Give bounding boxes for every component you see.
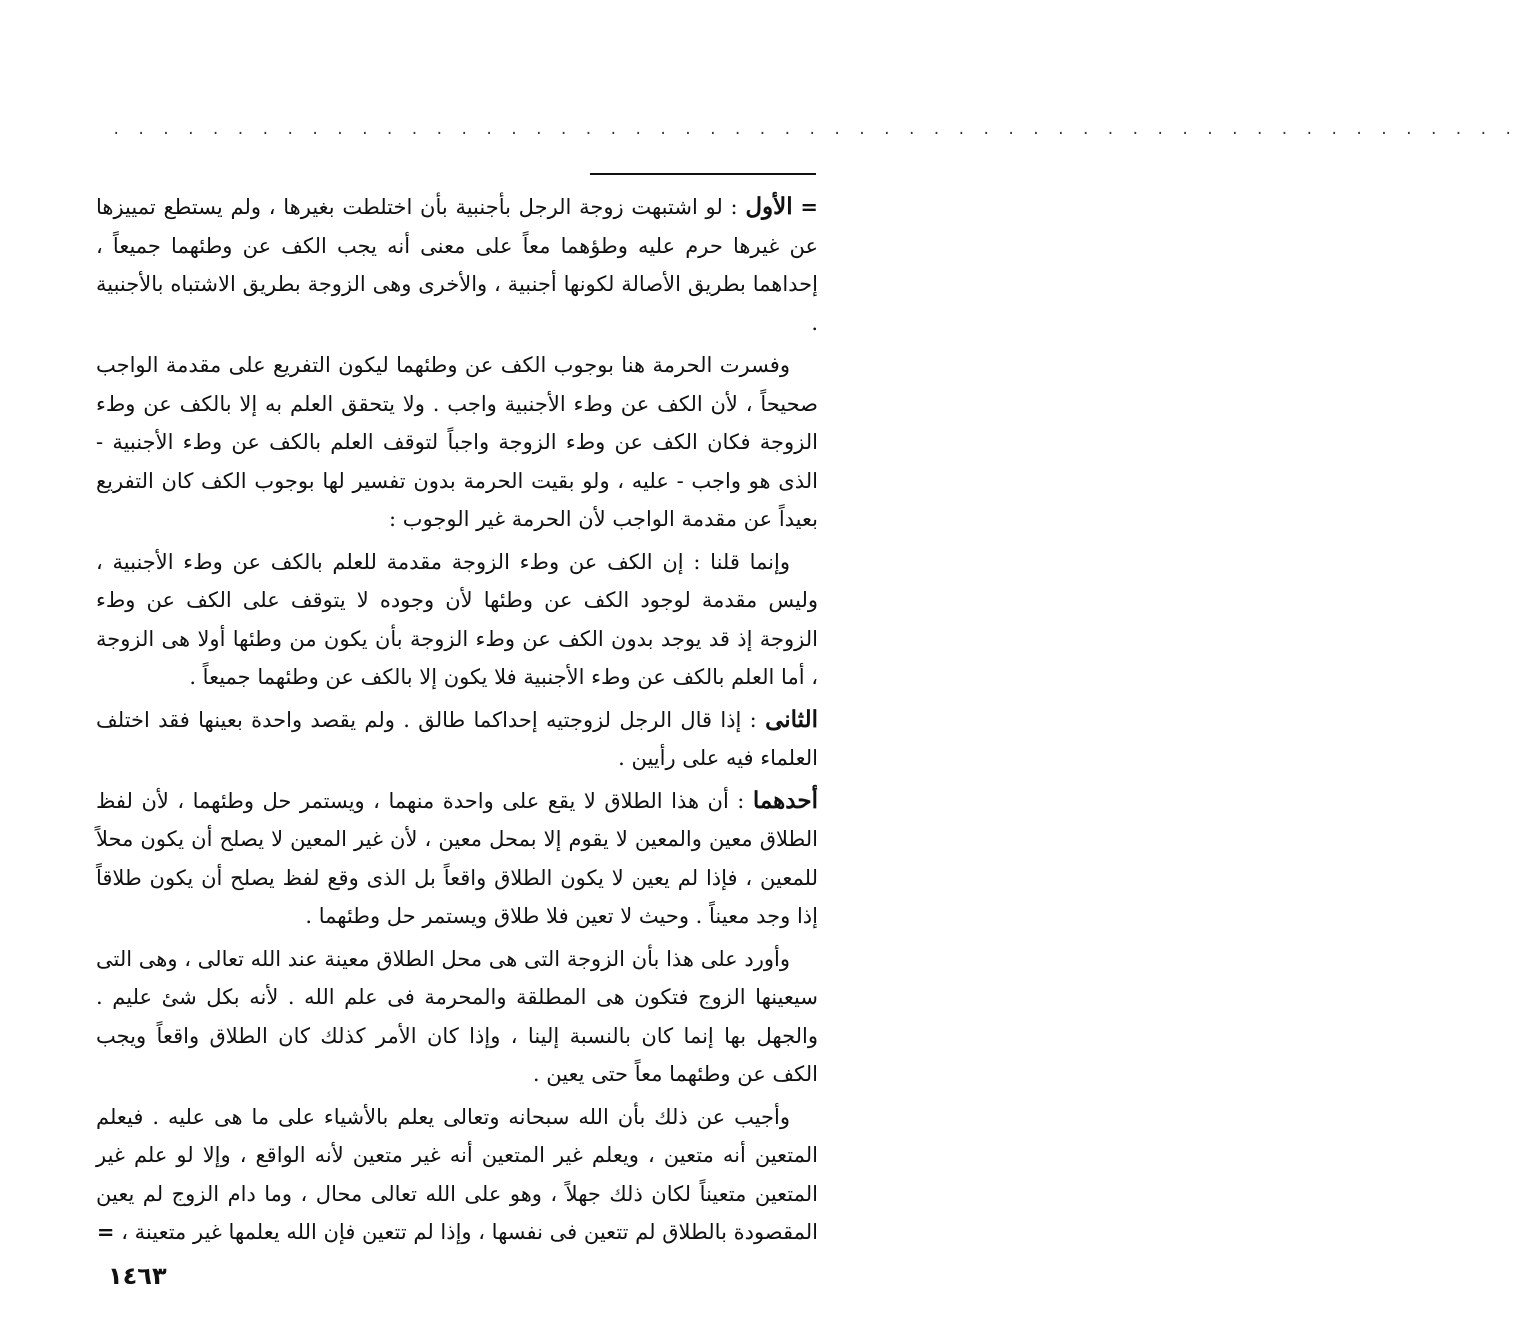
paragraph (96, 1098, 818, 1252)
paragraph-text: وأجيب عن ذلك بأن الله سبحانه وتعالى يعلم بالأشياء على ما هى عليه . فيعلم المتعين أنه متعين ، ويعلم غير المتعين أنه غير متعين لأنه الواقع ، وإلا لو علم غير المتعين متعيناً لكان ذلك جهلاً ، وهو على الله تعالى محال ، وما دام الزوج لم يعين المقصودة بالطلاق لم تتعين فى نفسها ، وإذا لم تتعين فإن الله يعلمها غير متعينة ، (96, 1104, 818, 1244)
page-number: ١٤٦٣ (108, 1262, 167, 1290)
paragraph-heading: الثانى (765, 705, 818, 733)
dotted-separator: . . . . . . . . . . . . . . . . . . . . . . . . . . . . . . . . . . . . . . . . . . . . . . . . . . . . . . . . . (112, 122, 1516, 138)
paragraph-text: : لو اشتبهت زوجة الرجل بأجنبية بأن اختلطت بغيرها ، ولم يستطع تمييزها عن غيرها حرم عليه وطؤهما معاً على معنى أنه يجب الكف عن وطئهما جميعاً ، إحداهما بطريق الأصالة لكونها أجنبية ، والأخرى وهى الزوجة بطريق الاشتباه بالأجنبية . (96, 195, 818, 335)
paragraph (96, 346, 818, 539)
continuation-mark: = (96, 1219, 115, 1244)
paragraph-text: وفسرت الحرمة هنا بوجوب الكف عن وطئهما ليكون التفريع على مقدمة الواجب صحيحاً ، لأن الكف عن وطء الأجنبية واجب . ولا يتحقق العلم به إلا بالكف عن وطء الزوجة فكان الكف عن وطء الزوجة واجباً لتوقف العلم بالكف عن وطء الأجنبية - الذى هو واجب - عليه ، ولو بقيت الحرمة بدون تفسير لها بوجوب الكف كان التفريع بعيداً عن مقدمة الواجب لأن الحرمة غير الوجوب : (96, 353, 818, 531)
paragraph-first (96, 188, 818, 342)
paragraph-opinion-one (96, 782, 818, 936)
paragraph (96, 543, 818, 697)
paragraph-text: وأورد على هذا بأن الزوجة التى هى محل الطلاق معينة عند الله تعالى ، وهى التى سيعينها الزوج فتكون هى المطلقة والمحرمة فى علم الله . لأنه بكل شئ عليم . والجهل بها إنما كان بالنسبة إلينا ، وإذا كان الأمر كذلك كان الطلاق واقعاً ويجب الكف عن وطئهما معاً حتى يعين . (96, 946, 818, 1086)
page-body (96, 188, 818, 1252)
continuation-mark: = (800, 194, 818, 219)
paragraph (96, 940, 818, 1094)
paragraph-text: وإنما قلنا : إن الكف عن وطء الزوجة مقدمة للعلم بالكف عن وطء الأجنبية ، وليس مقدمة لوجود الكف عن وطئها لأن وجوده لا يتوقف على الكف عن وطء الزوجة إذ قد يوجد بدون الكف عن وطء الزوجة بأن يكون من وطئها أولا هى الزوجة ، أما العلم بالكف عن وطء الأجنبية فلا يكون إلا بالكف عن وطئهما جميعاً . (96, 549, 818, 689)
paragraph-heading: أحدهما (752, 786, 818, 814)
paragraph-text: : أن هذا الطلاق لا يقع على واحدة منهما ، ويستمر حل وطئهما ، لأن لفظ الطلاق معين والمعين لا يقوم إلا بمحل معين ، لأن غير المعين لا يصلح أن يكون محلاً للمعين ، فإذا لم يعين لا يكون الطلاق واقعاً بل الذى وقع لفظ يصلح أن يكون طلاقاً إذا وجد معيناً . وحيث لا تعين فلا طلاق ويستمر حل وطئهما . (96, 788, 818, 928)
paragraph-heading: الأول (745, 193, 793, 220)
paragraph-second (96, 701, 818, 778)
footnote-rule (590, 173, 816, 175)
paragraph-text: : إذا قال الرجل لزوجتيه إحداكما طالق . ولم يقصد واحدة بعينها فقد اختلف العلماء فيه على رأيين . (96, 707, 818, 770)
